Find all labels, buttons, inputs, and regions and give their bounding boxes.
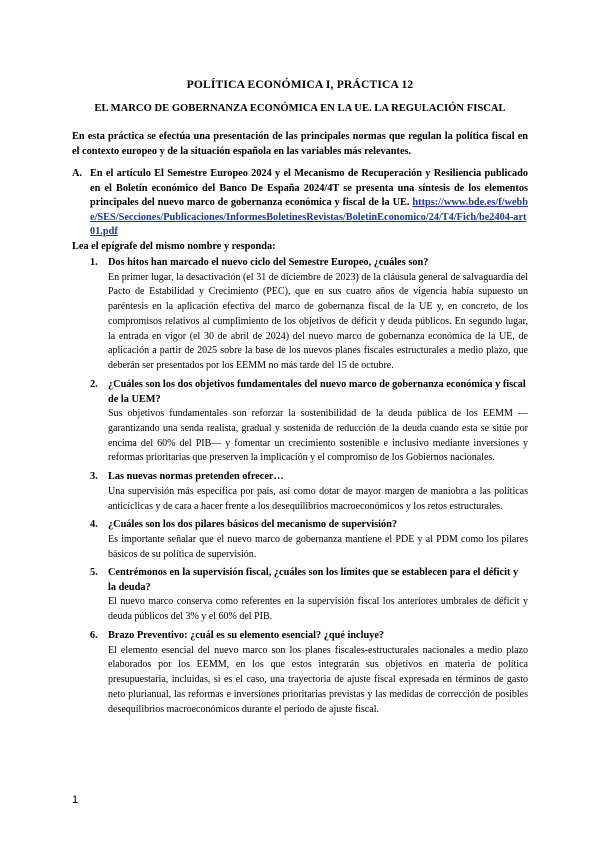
question-number: 4. xyxy=(90,519,98,531)
question-text: Las nuevas normas pretenden ofrecer… xyxy=(108,471,284,483)
answer-text: En primer lugar, la desactivación (el 31 de diciembre de 2023) de la cláusula general de salvaguardia del Pacto de Estabilidad y Crecimiento (PEC), que en sus cuatro años de vigencia había supuesto un paréntesis en la aplicación efectiva del marco de gobernanza fiscal de la UE y, en concreto, de los compromisos relativos al cumplimiento de los objetivos de déficit y deuda públicos. En segundo lugar, la entrada en vigor (el 30 de abril de 2024) del nuevo marco de gobernanza económica de la UE, de aplicación a partir de 2025 sobre la base de los nuevos planes fiscales estructurales a medio plazo, que deberán ser presentados por los EEMM no más tarde del 15 de octubre. xyxy=(108,271,528,372)
article-link[interactable]: https://www.bde.es/f/webbe/SES/Secciones/Publicaciones/InformesBoletinesRevistas/BoletinEconomico/24/T4/Fich/be2404-art01.pdf xyxy=(90,197,528,237)
question-number: 5. xyxy=(90,567,98,579)
page-subtitle: EL MARCO DE GOBERNANZA ECONÓMICA EN LA UE. LA REGULACIÓN FISCAL xyxy=(94,103,506,114)
lead-instruction: Lea el epígrafe del mismo nombre y responda: xyxy=(72,241,276,252)
answer-text: El nuevo marco conserva como referentes en la supervisión fiscal los anteriores umbrales de déficit y deuda públicos del 3% y el 60% del PIB. xyxy=(108,596,528,623)
intro-paragraph: En esta práctica se efectúa una presentación de las principales normas que regulan la política fiscal en el contexto europeo y de la situación española en las variables más relevantes. xyxy=(72,131,528,157)
question-item xyxy=(72,256,528,374)
question-number: 6. xyxy=(90,630,98,642)
question-item xyxy=(72,566,528,625)
question-item xyxy=(72,470,528,514)
answer-text: El elemento esencial del nuevo marco son los planes fiscales-estructurales nacionales a medio plazo elaborados por los EEMM, en los que estos integrarán sus objetivos en materia de política presupuestaria, incluidas, si es el caso, una trayectoria de ajuste fiscal expresada en términos de gasto neto plurianual, las reformas e inversiones prioritarias previstas y las medidas de corrección de posibles desequilibrios macroeconómicos durante el período de ajuste fiscal. xyxy=(108,644,528,715)
section-a-letter: A. xyxy=(72,168,83,179)
question-text: Brazo Preventivo: ¿cuál es su elemento esencial? ¿qué incluye? xyxy=(108,630,385,642)
answer-text: Una supervisión más específica por país, así como dotar de mayor margen de maniobra a las políticas anticíclicas y de cara a hacer frente a los desequilibrios macroeconómicos y los retos estructurales. xyxy=(108,485,528,512)
question-text: Dos hitos han marcado el nuevo ciclo del Semestre Europeo, ¿cuáles son? xyxy=(108,257,429,268)
answer-text: Sus objetivos fundamentales son reforzar la sostenibilidad de la deuda pública de los EEMM —garantizando una senda realista, gradual y sostenida de reducción de la deuda cuando esta se sitúe por encima del 60% del PIB— y fomentar un crecimiento sostenible e inclusivo mediante inversiones y reformas prioritarias que preserven la implicación y el compromiso de los Gobiernos nacionales. xyxy=(108,408,528,464)
page-number: 1 xyxy=(72,794,79,806)
section-a-body xyxy=(90,167,528,240)
question-number: 1. xyxy=(90,257,98,268)
question-number: 2. xyxy=(90,379,98,391)
question-item xyxy=(72,629,528,717)
question-list xyxy=(72,256,528,722)
question-number: 3. xyxy=(90,471,98,483)
question-item xyxy=(72,378,528,466)
question-text: ¿Cuáles son los dos objetivos fundamentales del nuevo marco de gobernanza económica y fiscal de la UEM? xyxy=(108,379,526,405)
question-item xyxy=(72,518,528,562)
section-a-text: En el artículo El Semestre Europeo 2024 y el Mecanismo de Recuperación y Resiliencia publicado en el Boletín económico del Banco De España 2024/4T se presenta una síntesis de los elementos principales del nuevo marco de gobernanza económica y fiscal de la UE. xyxy=(90,168,528,208)
question-text: ¿Cuáles son los dos pilares básicos del mecanismo de supervisión? xyxy=(108,519,398,531)
question-text: Centrémonos en la supervisión fiscal, ¿cuáles son los límites que se establecen para el déficit y la deuda? xyxy=(108,567,519,593)
answer-text: Es importante señalar que el nuevo marco de gobernanza mantiene el PDE y al PDM como los pilares básicos de su política de supervisión. xyxy=(108,533,528,560)
page-title: POLÍTICA ECONÓMICA I, PRÁCTICA 12 xyxy=(186,79,414,91)
section-a xyxy=(72,167,528,240)
